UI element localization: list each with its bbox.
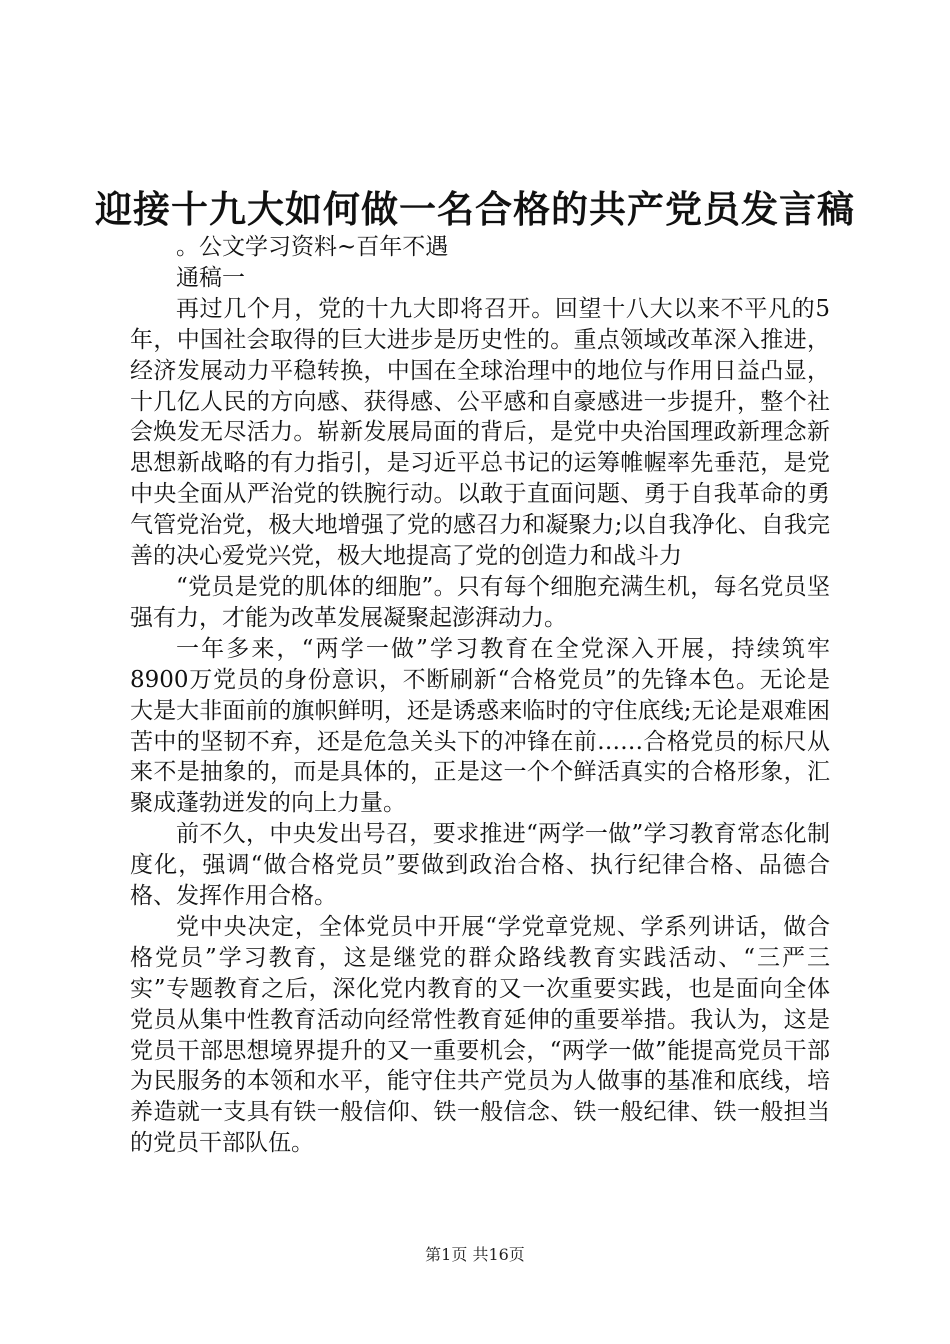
body-paragraph: 党中央决定，全体党员中开展“学党章党规、学系列讲话，做合格党员”学习教育，这是继党的群众路线教育实践活动、“三严三实”专题教育之后，深化党内教育的又一次重要实践，也是面向全体党员从集中性教育活动向经常性教育延伸的重要举措。我认为，这是党员干部思想境界提升的又一重要机会，“两学一做”能提高党员干部为民服务的本领和水平，能守住共产党员为人做事的基准和底线，培养造就一支具有铁一般信仰、铁一般信念、铁一般纪律、铁一般担当的党员干部队伍。 [130,913,830,1157]
document-title: 迎接十九大如何做一名合格的共产党员发言稿 [95,187,855,231]
body-paragraph: 一年多来，“两学一做”学习教育在全党深入开展，持续筑牢8900万党员的身份意识，不断刷新“合格党员”的先锋本色。无论是大是大非面前的旗帜鲜明，还是诱惑来临时的守住底线;无论是艰难困苦中的坚韧不弃，还是危急关头下的冲锋在前……合格党员的标尺从来不是抽象的，而是具体的，正是这一个个鲜活真实的合格形象，汇聚成蓬勃迸发的向上力量。 [130,635,830,817]
page-number-footer: 第1页 共16页 [425,1245,525,1264]
source-note: 。公文学习资料~百年不遇 [176,234,449,260]
document-body [130,232,830,1159]
draft-heading: 通稿一 [176,264,245,291]
body-paragraph: 前不久，中央发出号召，要求推进“两学一做”学习教育常态化制度化，强调“做合格党员”要做到政治合格、执行纪律合格、品德合格、发挥作用合格。 [130,821,830,910]
body-paragraph: 再过几个月，党的十九大即将召开。回望十八大以来不平凡的5年，中国社会取得的巨大进步是历史性的。重点领域改革深入推进，经济发展动力平稳转换，中国在全球治理中的地位与作用日益凸显，十几亿人民的方向感、获得感、公平感和自豪感进一步提升，整个社会焕发无尽活力。崭新发展局面的背后，是党中央治国理政新理念新思想新战略的有力指引，是习近平总书记的运筹帷幄率先垂范，是党中央全面从严治党的铁腕行动。以敢于直面问题、勇于自我革命的勇气管党治党，极大地增强了党的感召力和凝聚力;以自我净化、自我完善的决心爱党兴党，极大地提高了党的创造力和战斗力 [130,295,830,570]
body-paragraph: “党员是党的肌体的细胞”。只有每个细胞充满生机，每名党员坚强有力，才能为改革发展凝聚起澎湃动力。 [130,573,830,631]
